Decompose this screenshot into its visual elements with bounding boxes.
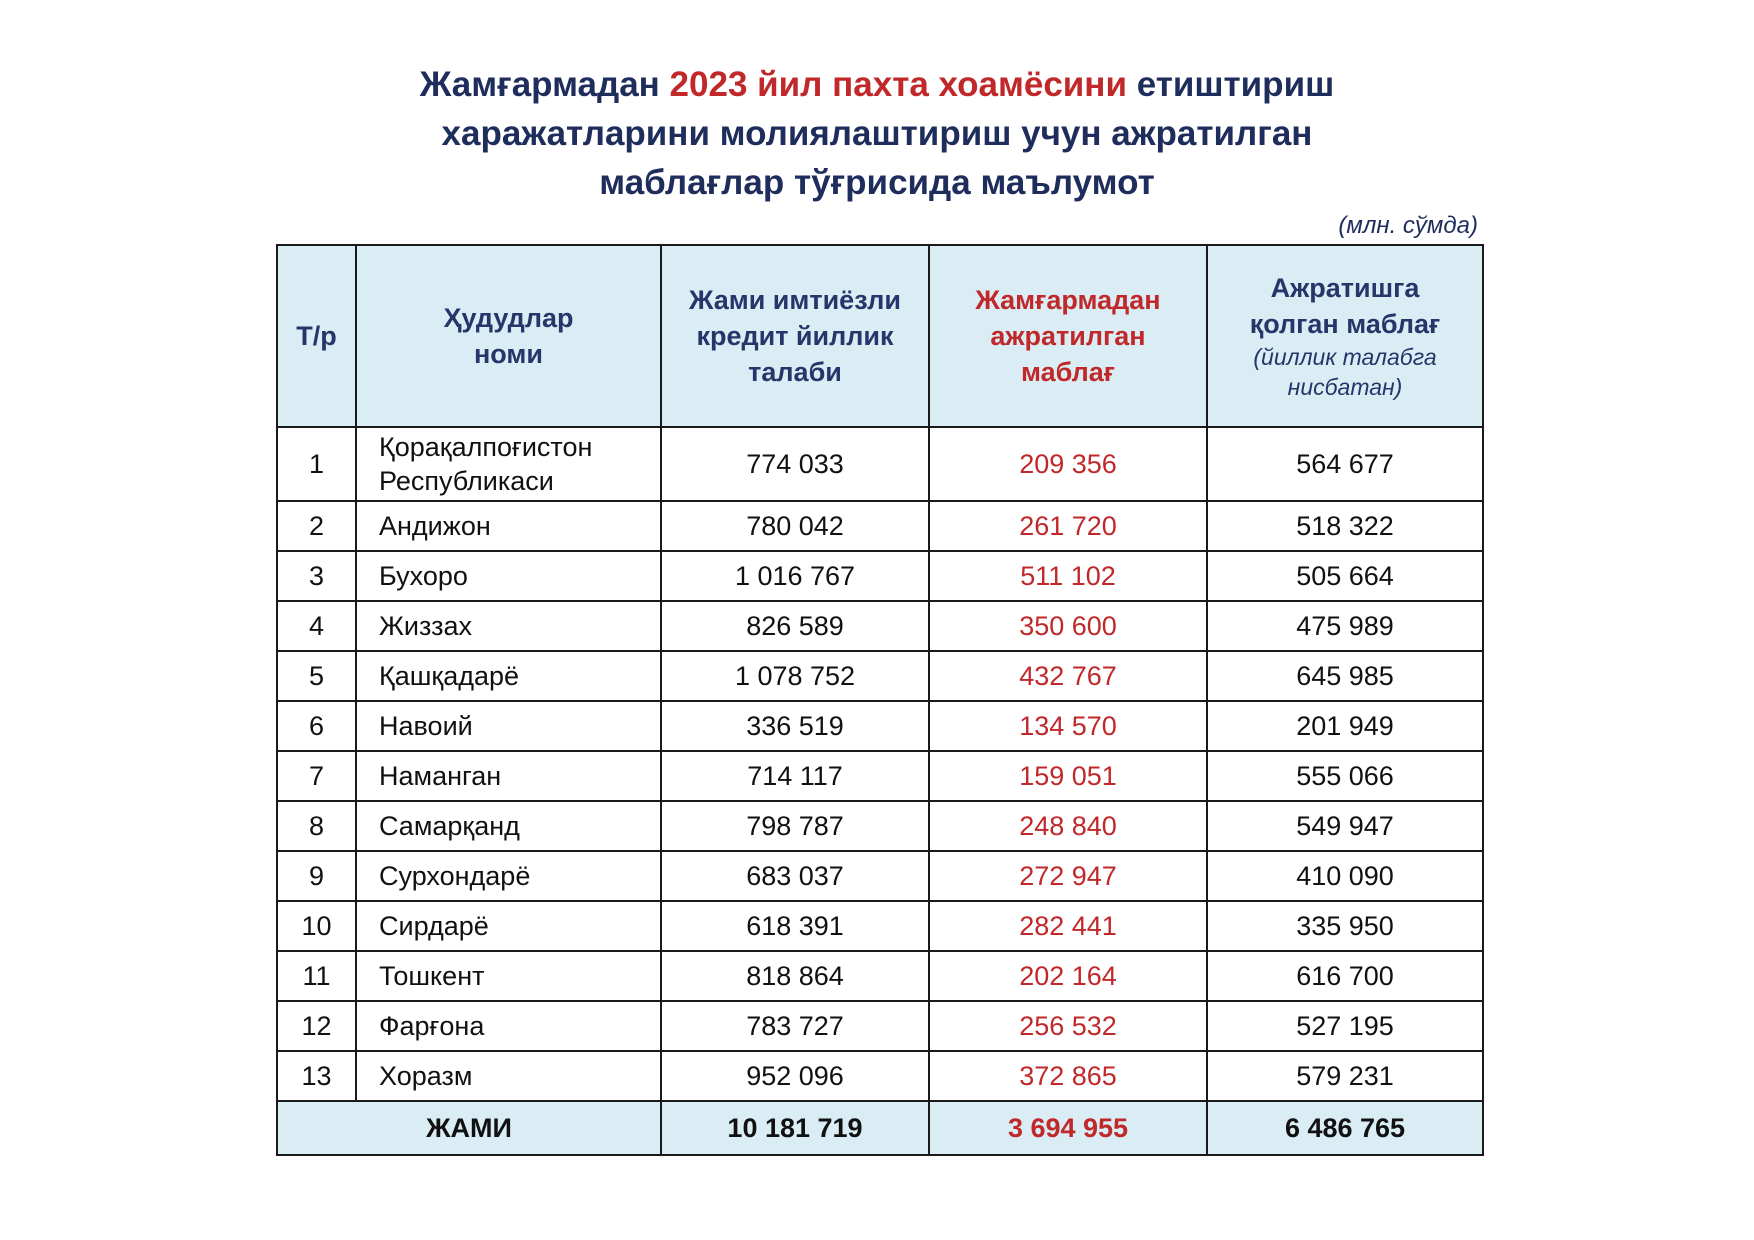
header-demand <box>661 245 929 427</box>
row-num: 9 <box>277 851 356 901</box>
header-allocated <box>929 245 1207 427</box>
row-region: Жиззах <box>356 601 661 651</box>
row-num: 2 <box>277 501 356 551</box>
unit-note: (млн. сўмда) <box>1338 212 1478 239</box>
row-region: Андижон <box>356 501 661 551</box>
row-allocated: 372 865 <box>929 1051 1207 1101</box>
row-demand: 618 391 <box>661 901 929 951</box>
table-row <box>277 851 1483 901</box>
row-allocated: 159 051 <box>929 751 1207 801</box>
row-num: 5 <box>277 651 356 701</box>
row-num: 12 <box>277 1001 356 1051</box>
title-line-1 <box>0 60 1754 109</box>
row-demand: 774 033 <box>661 427 929 501</box>
title-line-3: маблағлар тўғрисида маълумот <box>599 163 1155 202</box>
row-region: Сирдарё <box>356 901 661 951</box>
title-line-1-end: етиштириш <box>1126 65 1335 104</box>
row-region: Хоразм <box>356 1051 661 1101</box>
row-allocated: 261 720 <box>929 501 1207 551</box>
title-line-1-highlight: 2023 йил пахта хоамёсини <box>669 65 1127 104</box>
table-row <box>277 651 1483 701</box>
table-row <box>277 951 1483 1001</box>
row-region-line-2: Республикаси <box>379 466 554 496</box>
row-remaining: 410 090 <box>1207 851 1483 901</box>
row-allocated: 432 767 <box>929 651 1207 701</box>
row-allocated: 248 840 <box>929 801 1207 851</box>
header-region-text: Ҳудудлар номи <box>443 303 574 369</box>
row-allocated: 511 102 <box>929 551 1207 601</box>
header-remaining-text: Ажратишга қолган маблағ <box>1249 273 1441 339</box>
row-num: 1 <box>277 427 356 501</box>
row-num: 7 <box>277 751 356 801</box>
header-region <box>356 245 661 427</box>
header-remaining-subtitle: (йиллик талабга нисбатан) <box>1253 344 1437 400</box>
row-region <box>356 427 661 501</box>
row-demand: 683 037 <box>661 851 929 901</box>
table-row <box>277 701 1483 751</box>
table-row <box>277 501 1483 551</box>
header-allocated-text: Жамғармадан ажратилган маблағ <box>975 285 1161 387</box>
row-remaining: 527 195 <box>1207 1001 1483 1051</box>
row-remaining: 201 949 <box>1207 701 1483 751</box>
row-remaining: 564 677 <box>1207 427 1483 501</box>
row-demand: 336 519 <box>661 701 929 751</box>
header-demand-text: Жами имтиёзли кредит йиллик талаби <box>688 285 902 387</box>
table-row <box>277 551 1483 601</box>
total-allocated: 3 694 955 <box>929 1101 1207 1155</box>
row-region-line-1: Қорақалпоғистон <box>379 432 593 462</box>
row-demand: 952 096 <box>661 1051 929 1101</box>
row-demand: 714 117 <box>661 751 929 801</box>
row-num: 11 <box>277 951 356 1001</box>
row-remaining: 475 989 <box>1207 601 1483 651</box>
row-num: 6 <box>277 701 356 751</box>
row-region: Навоий <box>356 701 661 751</box>
header-row <box>277 245 1483 427</box>
funding-table <box>276 244 1484 1156</box>
total-demand: 10 181 719 <box>661 1101 929 1155</box>
table-row <box>277 901 1483 951</box>
row-num: 3 <box>277 551 356 601</box>
table-row <box>277 601 1483 651</box>
row-region: Қашқадарё <box>356 651 661 701</box>
row-allocated: 209 356 <box>929 427 1207 501</box>
total-row <box>277 1101 1483 1155</box>
table-row <box>277 751 1483 801</box>
row-demand: 818 864 <box>661 951 929 1001</box>
row-demand: 826 589 <box>661 601 929 651</box>
row-demand: 1 016 767 <box>661 551 929 601</box>
row-region: Сурхондарё <box>356 851 661 901</box>
row-demand: 783 727 <box>661 1001 929 1051</box>
row-num: 13 <box>277 1051 356 1101</box>
row-remaining: 518 322 <box>1207 501 1483 551</box>
row-remaining: 335 950 <box>1207 901 1483 951</box>
row-allocated: 272 947 <box>929 851 1207 901</box>
header-num: Т/р <box>277 245 356 427</box>
row-num: 10 <box>277 901 356 951</box>
title-line-2: харажатларини молиялаштириш учун ажратилган <box>441 114 1313 153</box>
row-remaining: 505 664 <box>1207 551 1483 601</box>
total-remaining: 6 486 765 <box>1207 1101 1483 1155</box>
row-remaining: 549 947 <box>1207 801 1483 851</box>
row-remaining: 555 066 <box>1207 751 1483 801</box>
table-row <box>277 427 1483 501</box>
row-region: Тошкент <box>356 951 661 1001</box>
row-region: Наманган <box>356 751 661 801</box>
row-region: Бухоро <box>356 551 661 601</box>
row-remaining: 616 700 <box>1207 951 1483 1001</box>
row-demand: 1 078 752 <box>661 651 929 701</box>
row-demand: 798 787 <box>661 801 929 851</box>
title-line-1-start: Жамғармадан <box>419 65 670 104</box>
header-remaining <box>1207 245 1483 427</box>
row-region: Самарқанд <box>356 801 661 851</box>
row-allocated: 282 441 <box>929 901 1207 951</box>
table-row <box>277 1051 1483 1101</box>
row-allocated: 256 532 <box>929 1001 1207 1051</box>
document-title <box>0 60 1754 207</box>
row-num: 8 <box>277 801 356 851</box>
row-remaining: 579 231 <box>1207 1051 1483 1101</box>
table-row <box>277 1001 1483 1051</box>
row-allocated: 134 570 <box>929 701 1207 751</box>
table-row <box>277 801 1483 851</box>
row-allocated: 202 164 <box>929 951 1207 1001</box>
row-num: 4 <box>277 601 356 651</box>
row-region: Фарғона <box>356 1001 661 1051</box>
row-remaining: 645 985 <box>1207 651 1483 701</box>
row-allocated: 350 600 <box>929 601 1207 651</box>
row-demand: 780 042 <box>661 501 929 551</box>
total-label: ЖАМИ <box>277 1101 661 1155</box>
